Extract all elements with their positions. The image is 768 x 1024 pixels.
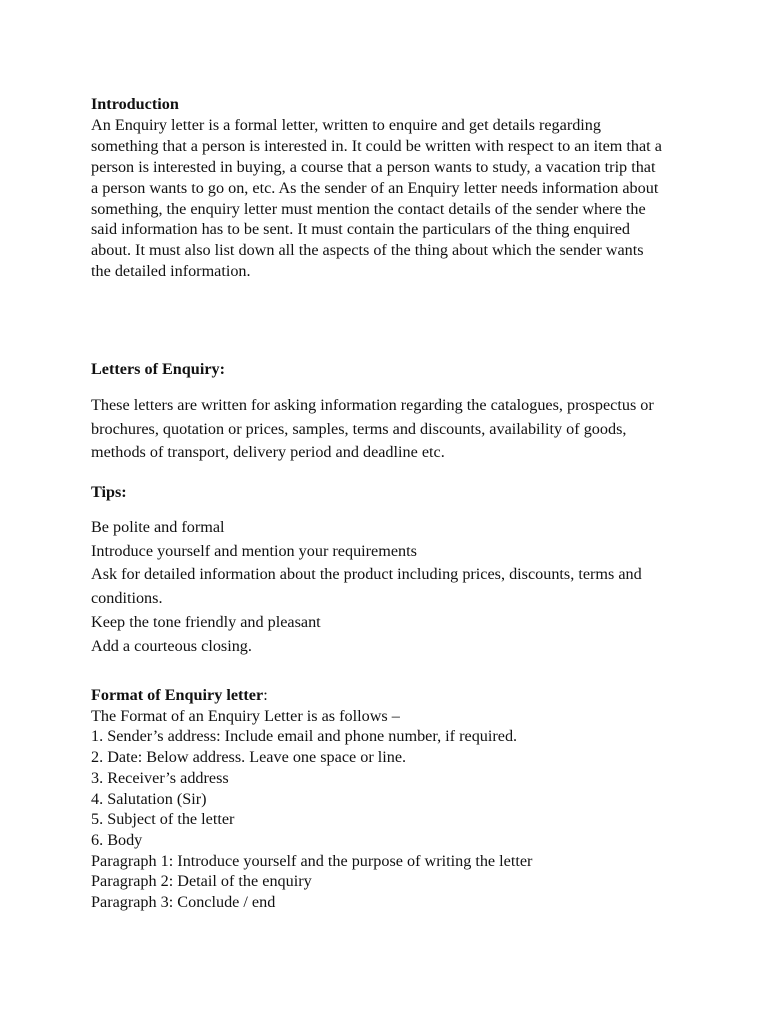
letters-of-enquiry-line: These letters are written for asking information regarding the catalogues, prospectus or [91, 396, 654, 414]
introduction-line: said information has to be sent. It must contain the particulars of the thing enquired [91, 220, 631, 239]
introduction-line: something that a person is interested in. It could be written with respect to an item that a [91, 136, 662, 155]
format-line: 6. Body [91, 830, 143, 849]
tip-item: Be polite and formal [91, 518, 225, 536]
format-line: 2. Date: Below address. Leave one space or line. [91, 748, 407, 767]
tips-heading: Tips: [91, 483, 127, 501]
format-line: 3. Receiver’s address [91, 768, 229, 787]
format-heading: Format of Enquiry letter [91, 686, 264, 704]
tip-item: Add a courteous closing. [91, 636, 252, 655]
format-line: Paragraph 1: Introduce yourself and the purpose of writing the letter [91, 851, 533, 870]
format-line: 1. Sender’s address: Include email and phone number, if required. [91, 727, 518, 746]
introduction-line: person is interested in buying, a course that a person wants to study, a vacation trip that [91, 157, 656, 176]
format-heading-colon: : [263, 686, 268, 704]
format-line: Paragraph 3: Conclude / end [91, 893, 276, 912]
letters-of-enquiry-line: brochures, quotation or prices, samples, terms and discounts, availability of goods, [91, 419, 627, 438]
format-line: 4. Salutation (Sir) [91, 789, 207, 808]
format-section [91, 685, 731, 913]
introduction-line: a person wants to go on, etc. As the sender of an Enquiry letter needs information about [91, 178, 659, 197]
tip-item: Ask for detailed information about the product including prices, discounts, terms and [91, 565, 642, 584]
letters-of-enquiry-line: methods of transport, delivery period and deadline etc. [91, 443, 445, 461]
tip-item: Keep the tone friendly and pleasant [91, 612, 321, 631]
format-line: 5. Subject of the letter [91, 810, 235, 829]
introduction-line: about. It must also list down all the aspects of the thing about which the sender wants [91, 241, 644, 260]
format-line: Paragraph 2: Detail of the enquiry [91, 872, 312, 891]
tip-item: conditions. [91, 589, 163, 608]
tips-heading-block [91, 482, 731, 502]
format-line: The Format of an Enquiry Letter is as follows – [91, 706, 400, 725]
letters-of-enquiry-paragraph [91, 394, 731, 465]
introduction-section [91, 94, 731, 282]
introduction-line: something, the enquiry letter must mention the contact details of the sender where the [91, 199, 646, 218]
tips-list [91, 516, 731, 658]
introduction-heading: Introduction [91, 95, 179, 113]
introduction-line: An Enquiry letter is a formal letter, written to enquire and get details regarding [91, 115, 601, 134]
letters-of-enquiry-heading: Letters of Enquiry: [91, 360, 225, 378]
format-heading-line [91, 685, 731, 706]
introduction-line: the detailed information. [91, 262, 251, 281]
letters-of-enquiry-heading-block [91, 359, 731, 379]
tip-item: Introduce yourself and mention your requirements [91, 541, 417, 560]
